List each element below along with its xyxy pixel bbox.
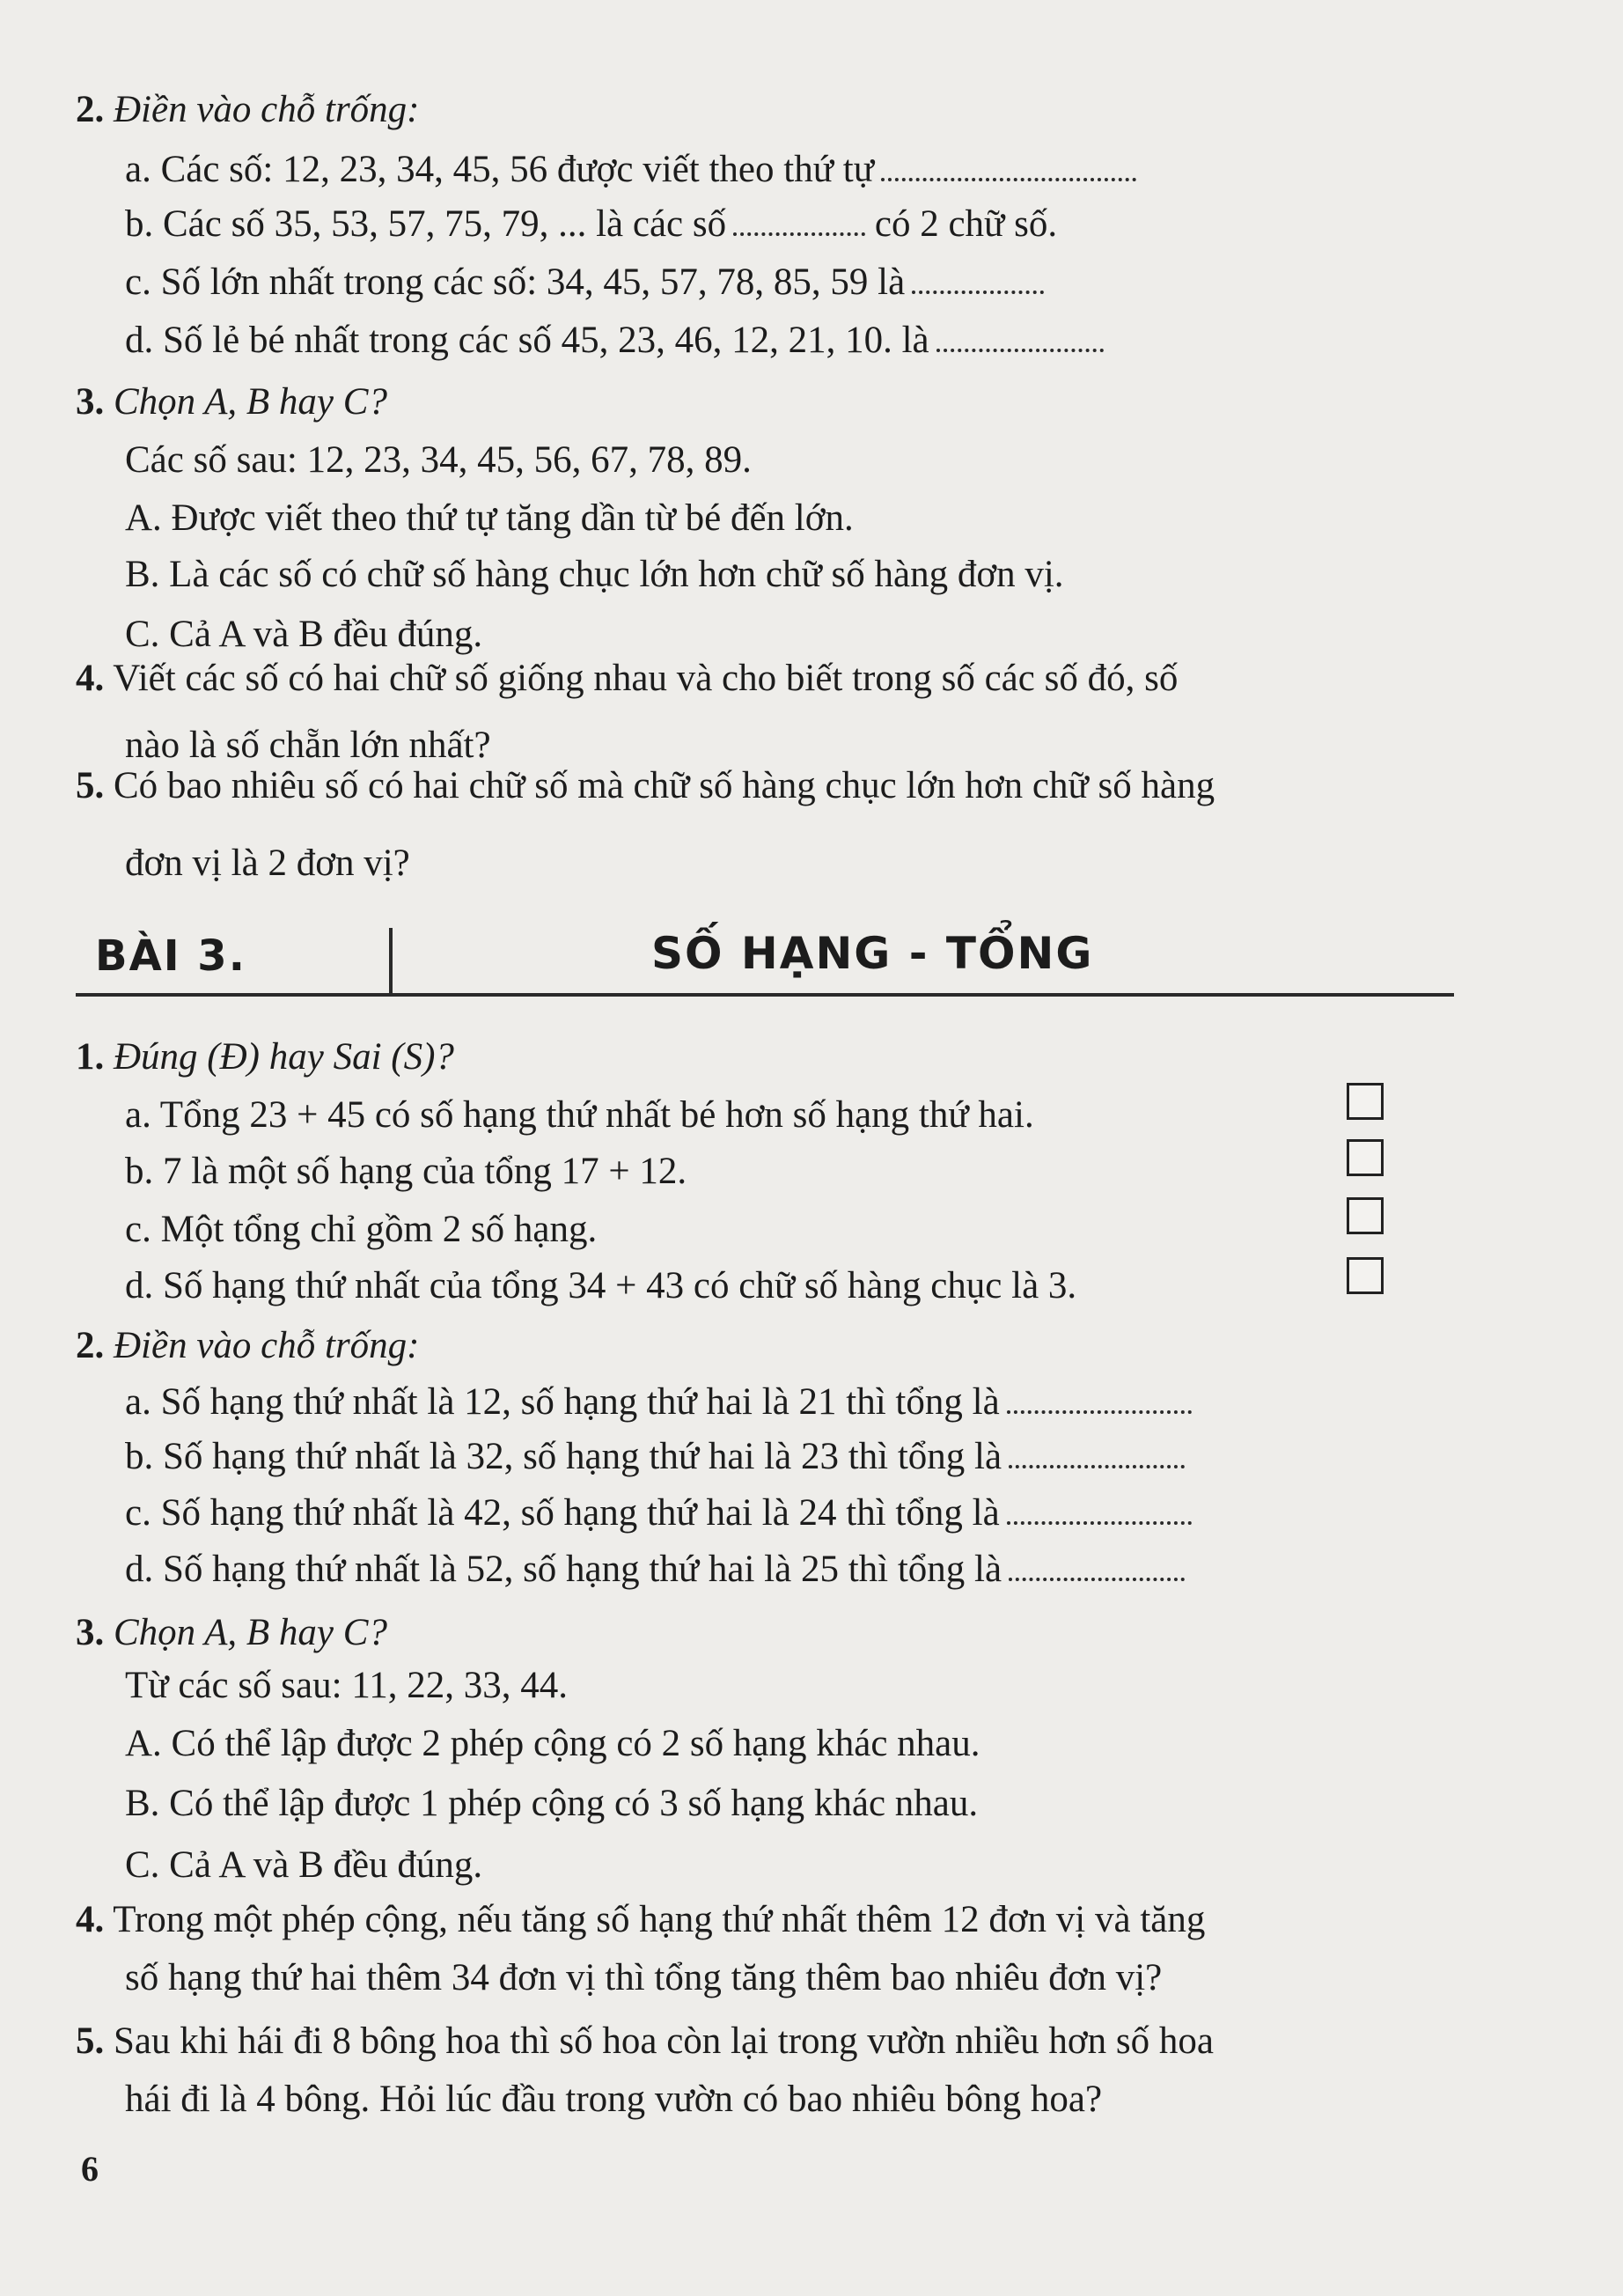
l3-exercise-2a: a. Số hạng thứ nhất là 12, số hạng thứ hai là 21 thì tổng là — [125, 1380, 1192, 1424]
checkbox-1c[interactable] — [1347, 1197, 1384, 1234]
exercise-5-line2: đơn vị là 2 đơn vị? — [125, 843, 410, 884]
l3-exercise-5-line2: hái đi là 4 bông. Hỏi lúc đầu trong vườn có bao nhiêu bông hoa? — [125, 2079, 1103, 2120]
l3-exercise-1b: b. 7 là một số hạng của tổng 17 + 12. — [125, 1151, 687, 1192]
option-c: C. Cả A và B đều đúng. — [125, 614, 483, 655]
lesson-label: BÀI 3. — [95, 931, 246, 981]
l3-option-a: A. Có thể lập được 2 phép cộng có 2 số hạng khác nhau. — [125, 1723, 980, 1764]
l3-option-b: B. Có thể lập được 1 phép cộng có 3 số hạng khác nhau. — [125, 1783, 979, 1824]
fill-blank[interactable] — [881, 171, 1136, 181]
lesson-title: SỐ HẠNG - TỔNG — [651, 928, 1094, 979]
l3-exercise-4-line1: 4. Trong một phép cộng, nếu tăng số hạng thứ nhất thêm 12 đơn vị và tăng — [76, 1899, 1206, 1940]
l3-exercise-1a: a. Tổng 23 + 45 có số hạng thứ nhất bé hơn số hạng thứ hai. — [125, 1094, 1034, 1136]
checkbox-1a[interactable] — [1347, 1083, 1384, 1120]
l3-exercise-2c: c. Số hạng thứ nhất là 42, số hạng thứ hai là 24 thì tổng là — [125, 1491, 1192, 1534]
fill-blank[interactable] — [733, 225, 865, 236]
header-divider — [389, 928, 393, 997]
l3-option-c: C. Cả A và B đều đúng. — [125, 1844, 483, 1886]
fill-blank[interactable] — [1009, 1571, 1185, 1581]
l3-exercise-1c: c. Một tổng chỉ gồm 2 số hạng. — [125, 1209, 598, 1250]
fill-blank[interactable] — [1007, 1514, 1192, 1525]
exercise-2b: b. Các số 35, 53, 57, 75, 79, ... là các số có 2 chữ số. — [125, 203, 1058, 245]
l3-exercise-2-heading: 2. Điền vào chỗ trống: — [76, 1325, 420, 1366]
exercise-2d: d. Số lẻ bé nhất trong các số 45, 23, 46, 12, 21, 10. là — [125, 319, 1104, 362]
exercise-4-line1: 4. Viết các số có hai chữ số giống nhau và cho biết trong số các số đó, số — [76, 658, 1179, 699]
exercise-5-line1: 5. Có bao nhiêu số có hai chữ số mà chữ số hàng chục lớn hơn chữ số hàng — [76, 765, 1215, 806]
fill-blank[interactable] — [912, 283, 1044, 294]
exercise-3-heading: 3. Chọn A, B hay C? — [76, 381, 387, 423]
fill-blank[interactable] — [936, 342, 1104, 352]
exercise-2c: c. Số lớn nhất trong các số: 34, 45, 57, 78, 85, 59 là — [125, 261, 1044, 304]
checkbox-1d[interactable] — [1347, 1257, 1384, 1294]
option-b: B. Là các số có chữ số hàng chục lớn hơn chữ số hàng đơn vị. — [125, 554, 1064, 595]
l3-exercise-4-line2: số hạng thứ hai thêm 34 đơn vị thì tổng tăng thêm bao nhiêu đơn vị? — [125, 1957, 1163, 1998]
checkbox-1b[interactable] — [1347, 1139, 1384, 1176]
exercise-2a: a. Các số: 12, 23, 34, 45, 56 được viết theo thứ tự — [125, 148, 1136, 191]
l3-exercise-1-heading: 1. Đúng (Đ) hay Sai (S)? — [76, 1036, 454, 1078]
l3-exercise-5-line1: 5. Sau khi hái đi 8 bông hoa thì số hoa còn lại trong vườn nhiều hơn số hoa — [76, 2020, 1214, 2062]
l3-exercise-3-heading: 3. Chọn A, B hay C? — [76, 1612, 387, 1653]
l3-exercise-2d: d. Số hạng thứ nhất là 52, số hạng thứ hai là 25 thì tổng là — [125, 1548, 1185, 1591]
l3-exercise-1d: d. Số hạng thứ nhất của tổng 34 + 43 có chữ số hàng chục là 3. — [125, 1265, 1077, 1306]
l3-exercise-2b: b. Số hạng thứ nhất là 32, số hạng thứ hai là 23 thì tổng là — [125, 1435, 1185, 1478]
exercise-3-intro: Các số sau: 12, 23, 34, 45, 56, 67, 78, 89. — [125, 439, 752, 481]
lesson-header — [76, 916, 1454, 997]
exercise-2-heading: 2. Điền vào chỗ trống: — [76, 89, 420, 130]
fill-blank[interactable] — [1007, 1403, 1192, 1414]
fill-blank[interactable] — [1009, 1458, 1185, 1468]
option-a: A. Được viết theo thứ tự tăng dần từ bé đến lớn. — [125, 497, 854, 539]
exercise-4-line2: nào là số chẵn lớn nhất? — [125, 725, 491, 766]
l3-exercise-3-intro: Từ các số sau: 11, 22, 33, 44. — [125, 1665, 568, 1706]
page-number: 6 — [81, 2149, 99, 2189]
